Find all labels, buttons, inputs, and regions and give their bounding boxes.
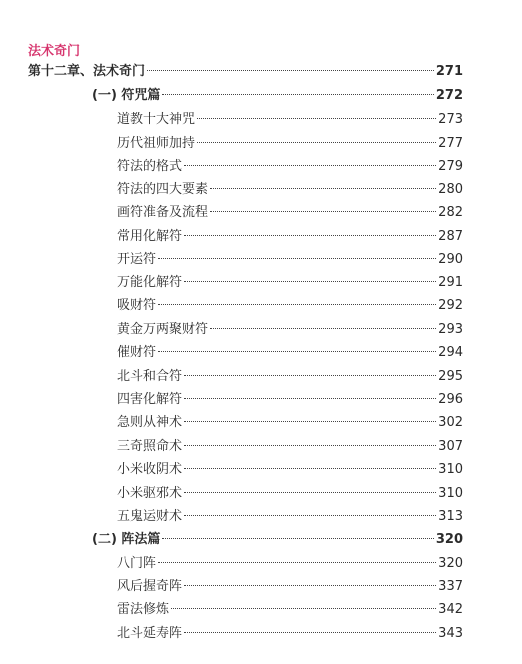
toc-entry-page: 293: [438, 322, 463, 337]
dot-leader: [184, 281, 436, 282]
dot-leader: [184, 492, 436, 493]
toc-entry: [117, 413, 463, 433]
toc-entry: [117, 554, 463, 574]
toc-entry-chapter: [28, 62, 463, 82]
toc-entry: [117, 296, 463, 316]
dot-leader: [184, 468, 436, 469]
toc-entry-title: 小米收阴术: [117, 462, 183, 477]
dot-leader: [158, 351, 436, 352]
toc-entry-title: (一) 符咒篇: [92, 88, 161, 103]
toc-entry-page: 337: [438, 579, 463, 594]
toc-entry-page: 287: [438, 229, 463, 244]
dot-leader: [184, 398, 436, 399]
toc-entry-page: 280: [438, 182, 463, 197]
toc-entry-title: 历代祖师加持: [117, 136, 196, 151]
toc-entry-title: 开运符: [117, 252, 157, 267]
dot-leader: [184, 585, 436, 586]
toc-entry-title: 北斗延寿阵: [117, 626, 183, 641]
toc-entry-title: 道教十大神咒: [117, 112, 196, 127]
toc-entry-title: 吸财符: [117, 298, 157, 313]
toc-entry: [117, 484, 463, 504]
dot-leader: [158, 258, 436, 259]
toc-entry-title: 北斗和合符: [117, 369, 183, 384]
toc-entry: [117, 577, 463, 597]
section-tag: 法术奇门: [28, 44, 81, 59]
toc-entry-page: 271: [435, 64, 463, 79]
toc-entry: [117, 390, 463, 410]
toc-entry-page: 320: [435, 532, 463, 547]
toc-entry: [117, 227, 463, 247]
dot-leader: [184, 375, 436, 376]
toc-entry-page: 282: [438, 205, 463, 220]
dot-leader: [197, 118, 436, 119]
toc-entry-title: 符法的四大要素: [117, 182, 209, 197]
dot-leader: [162, 94, 433, 95]
toc-entry-title: 风后握奇阵: [117, 579, 183, 594]
toc-entry: [117, 507, 463, 527]
dot-leader: [210, 188, 436, 189]
dot-leader: [210, 211, 436, 212]
toc-entry: [117, 203, 463, 223]
toc-entry-page: 272: [435, 88, 463, 103]
toc-entry: [117, 367, 463, 387]
dot-leader: [184, 632, 436, 633]
dot-leader: [158, 562, 436, 563]
toc-entry-title: 五鬼运财术: [117, 509, 183, 524]
toc-entry: [117, 460, 463, 480]
toc-entry-page: 290: [438, 252, 463, 267]
toc-entry-page: 310: [438, 486, 463, 501]
dot-leader: [184, 515, 436, 516]
toc-entry: [117, 157, 463, 177]
toc-entry-title: 四害化解符: [117, 392, 183, 407]
toc-entry-title: 黄金万两聚财符: [117, 322, 209, 337]
toc-entry-page: 277: [438, 136, 463, 151]
toc-entry-title: 符法的格式: [117, 159, 183, 174]
toc-entry-page: 343: [438, 626, 463, 641]
toc-entry: [117, 343, 463, 363]
toc-entry-page: 296: [438, 392, 463, 407]
dot-leader: [184, 235, 436, 236]
toc-entry-title: 八门阵: [117, 556, 157, 571]
toc-entry: [117, 110, 463, 130]
dot-leader: [184, 445, 436, 446]
dot-leader: [210, 328, 436, 329]
toc-entry-title: 催财符: [117, 345, 157, 360]
dot-leader: [197, 142, 436, 143]
toc-entry-title: 常用化解符: [117, 229, 183, 244]
toc-entry-title: 万能化解符: [117, 275, 183, 290]
dot-leader: [147, 70, 434, 71]
toc-entry-page: 302: [438, 415, 463, 430]
toc-entry-title: (二) 阵法篇: [92, 532, 161, 547]
toc-entry-title: 小米驱邪术: [117, 486, 183, 501]
toc-entry-page: 320: [438, 556, 463, 571]
dot-leader: [162, 538, 433, 539]
toc-entry-section: [92, 86, 463, 106]
toc-entry-page: 294: [438, 345, 463, 360]
toc-entry: [117, 600, 463, 620]
toc-entry-title: 急则从神术: [117, 415, 183, 430]
toc-entry-title: 第十二章、法术奇门: [28, 64, 146, 79]
toc-entry-page: 291: [438, 275, 463, 290]
toc-entry-page: 292: [438, 298, 463, 313]
toc-entry: [117, 180, 463, 200]
toc-entry-page: 279: [438, 159, 463, 174]
toc-entry-page: 273: [438, 112, 463, 127]
toc-entry-title: 画符准备及流程: [117, 205, 209, 220]
dot-leader: [184, 165, 436, 166]
toc-entry: [117, 624, 463, 644]
toc-entry-page: 342: [438, 602, 463, 617]
toc-entry: [117, 134, 463, 154]
toc-entry: [117, 437, 463, 457]
toc-entry-page: 295: [438, 369, 463, 384]
toc-entry: [117, 250, 463, 270]
toc-entry-title: 雷法修炼: [117, 602, 170, 617]
toc-entry-section: [92, 530, 463, 550]
toc-entry-title: 三奇照命术: [117, 439, 183, 454]
dot-leader: [158, 304, 436, 305]
dot-leader: [171, 608, 436, 609]
toc-entry-page: 310: [438, 462, 463, 477]
toc-entry-page: 313: [438, 509, 463, 524]
toc-entry: [117, 320, 463, 340]
toc-entry-page: 307: [438, 439, 463, 454]
dot-leader: [184, 421, 436, 422]
toc-entry: [117, 273, 463, 293]
